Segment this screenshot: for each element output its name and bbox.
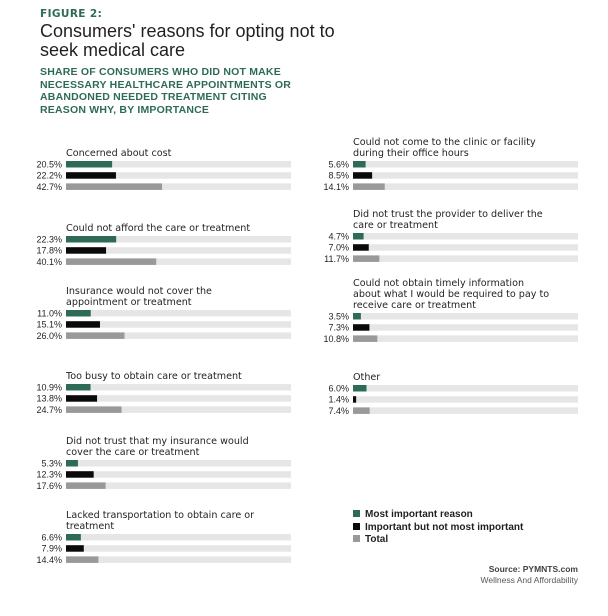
bar-total [66, 556, 98, 563]
bar-important [66, 247, 106, 254]
bar-track [353, 313, 578, 320]
category-group-did-not-trust-that-my-insurance-would-co [36, 436, 291, 491]
value-label-most-important: 22.3% [36, 234, 62, 245]
value-label-important: 7.9% [41, 543, 62, 554]
bar-important [353, 324, 369, 331]
category-label: Could not obtain timely information [353, 278, 525, 289]
bar-track [66, 556, 291, 563]
category-group-lacked-transportation-to-obtain-care-or- [36, 510, 291, 565]
source-note [481, 564, 579, 585]
value-label-most-important: 4.7% [328, 231, 349, 242]
value-label-most-important: 6.0% [328, 383, 349, 394]
value-label-total: 11.7% [324, 253, 349, 264]
value-label-total: 10.8% [323, 333, 349, 344]
value-label-total: 24.7% [36, 404, 62, 415]
bar-track [353, 233, 578, 240]
value-label-important: 12.3% [36, 469, 62, 480]
legend-label-total: Total [365, 534, 389, 545]
bar-most-important [66, 534, 81, 541]
bar-important [66, 545, 84, 552]
bar-important [66, 471, 94, 478]
bar-most-important [353, 233, 364, 240]
bar-important [353, 396, 356, 403]
category-group-could-not-obtain-timely-information-abou [323, 278, 578, 344]
bar-most-important [66, 161, 112, 168]
bar-most-important [66, 384, 91, 391]
category-label: Other [353, 372, 381, 383]
bar-track [353, 335, 578, 342]
category-group-too-busy-to-obtain-care-or-treatment [36, 371, 291, 415]
chart-subtitle: SHARE OF CONSUMERS WHO DID NOT MAKE NECESSARY HEALTHCARE APPOINTMENTS OR ABANDONED NEEDED TREATMENT CITING REASON WHY, BY IMPORTANCE [40, 66, 292, 116]
bar-track [66, 384, 291, 391]
value-label-important: 8.5% [328, 170, 349, 181]
category-label: Could not afford the care or treatment [66, 223, 251, 234]
category-group-concerned-about-cost [36, 148, 291, 192]
figure-label: FIGURE 2: [40, 8, 103, 20]
legend-swatch-total [353, 535, 360, 542]
bar-track [66, 395, 291, 402]
category-label: receive care or treatment [353, 300, 476, 311]
category-group-could-not-afford-the-care-or-treatment [36, 223, 291, 267]
bar-track [66, 534, 291, 541]
chart-title: Consumers' reasons for opting not to seek medical care [40, 21, 335, 60]
legend-swatch-most-important [353, 510, 360, 517]
bar-track [66, 460, 291, 467]
chart-legend [353, 509, 523, 547]
category-label: Did not trust that my insurance would [66, 436, 249, 447]
value-label-total: 7.4% [328, 405, 349, 416]
source-report-name: Wellness And Affordability [480, 574, 578, 585]
category-group-could-not-come-to-the-clinic-or-facility [323, 137, 578, 192]
value-label-most-important: 3.5% [328, 311, 349, 322]
value-label-important: 1.4% [328, 394, 349, 405]
bar-most-important [353, 313, 361, 320]
legend-label-most-important: Most important reason [365, 509, 473, 520]
category-group-other [328, 372, 578, 416]
bar-track [66, 471, 291, 478]
category-group-did-not-trust-the-provider-to-deliver-th [324, 209, 578, 264]
bar-important [66, 395, 97, 402]
category-label: cover the care or treatment [66, 447, 200, 458]
bar-most-important [66, 236, 116, 243]
bar-total [66, 406, 122, 413]
legend-label-important: Important but not most important [365, 521, 524, 533]
category-label: appointment or treatment [66, 297, 192, 308]
bar-track [353, 324, 578, 331]
value-label-most-important: 11.0% [37, 308, 62, 319]
bar-track [353, 396, 578, 403]
bar-total [66, 258, 156, 265]
legend-item-important [353, 522, 523, 535]
value-label-most-important: 5.6% [328, 159, 349, 170]
bar-important [353, 244, 369, 251]
value-label-important: 17.8% [36, 245, 62, 256]
value-label-total: 14.1% [323, 181, 349, 192]
category-label: Lacked transportation to obtain care or [66, 510, 255, 521]
value-label-most-important: 10.9% [36, 382, 62, 393]
category-label: care or treatment [353, 220, 438, 231]
value-label-total: 17.6% [36, 480, 62, 491]
category-label: Insurance would not cover the [66, 286, 212, 297]
bar-track [353, 385, 578, 392]
source-line: Source: PYMNTS.com [488, 564, 578, 574]
value-label-total: 14.4% [36, 554, 62, 565]
bar-most-important [66, 460, 78, 467]
category-label: Did not trust the provider to deliver the [353, 209, 543, 220]
bar-total [66, 332, 125, 339]
bar-track [353, 255, 578, 262]
legend-swatch-important [353, 523, 360, 530]
legend-item-total [353, 534, 523, 547]
bar-track [66, 545, 291, 552]
bar-most-important [353, 385, 367, 392]
bar-most-important [353, 161, 366, 168]
value-label-most-important: 6.6% [41, 532, 62, 543]
value-label-most-important: 5.3% [41, 458, 62, 469]
category-label: during their office hours [353, 148, 469, 159]
bar-track [353, 244, 578, 251]
value-label-most-important: 20.5% [36, 159, 62, 170]
bar-track [353, 161, 578, 168]
value-label-important: 15.1% [36, 319, 62, 330]
bar-total [66, 183, 162, 190]
category-label: Could not come to the clinic or facility [353, 137, 536, 148]
value-label-important: 22.2% [36, 170, 62, 181]
bar-important [353, 172, 372, 179]
value-label-important: 7.0% [328, 242, 349, 253]
bar-track [66, 310, 291, 317]
bar-total [353, 255, 379, 262]
value-label-important: 7.3% [328, 322, 349, 333]
category-label: Too busy to obtain care or treatment [66, 371, 242, 382]
bar-total [66, 482, 106, 489]
bar-important [66, 321, 100, 328]
bar-total [353, 183, 385, 190]
value-label-total: 26.0% [36, 330, 62, 341]
category-label: treatment [66, 521, 115, 532]
bar-most-important [66, 310, 91, 317]
bar-track [353, 183, 578, 190]
bar-total [353, 335, 377, 342]
bar-important [66, 172, 116, 179]
bar-track [353, 172, 578, 179]
value-label-total: 40.1% [36, 256, 62, 267]
value-label-important: 13.8% [36, 393, 62, 404]
value-label-total: 42.7% [36, 181, 62, 192]
category-group-insurance-would-not-cover-the-appointmen [36, 286, 291, 341]
bar-track [353, 407, 578, 414]
legend-item-most-important [353, 509, 523, 522]
category-label: Concerned about cost [66, 148, 172, 159]
bar-total [353, 407, 370, 414]
category-label: about what I would be required to pay to [353, 289, 550, 300]
